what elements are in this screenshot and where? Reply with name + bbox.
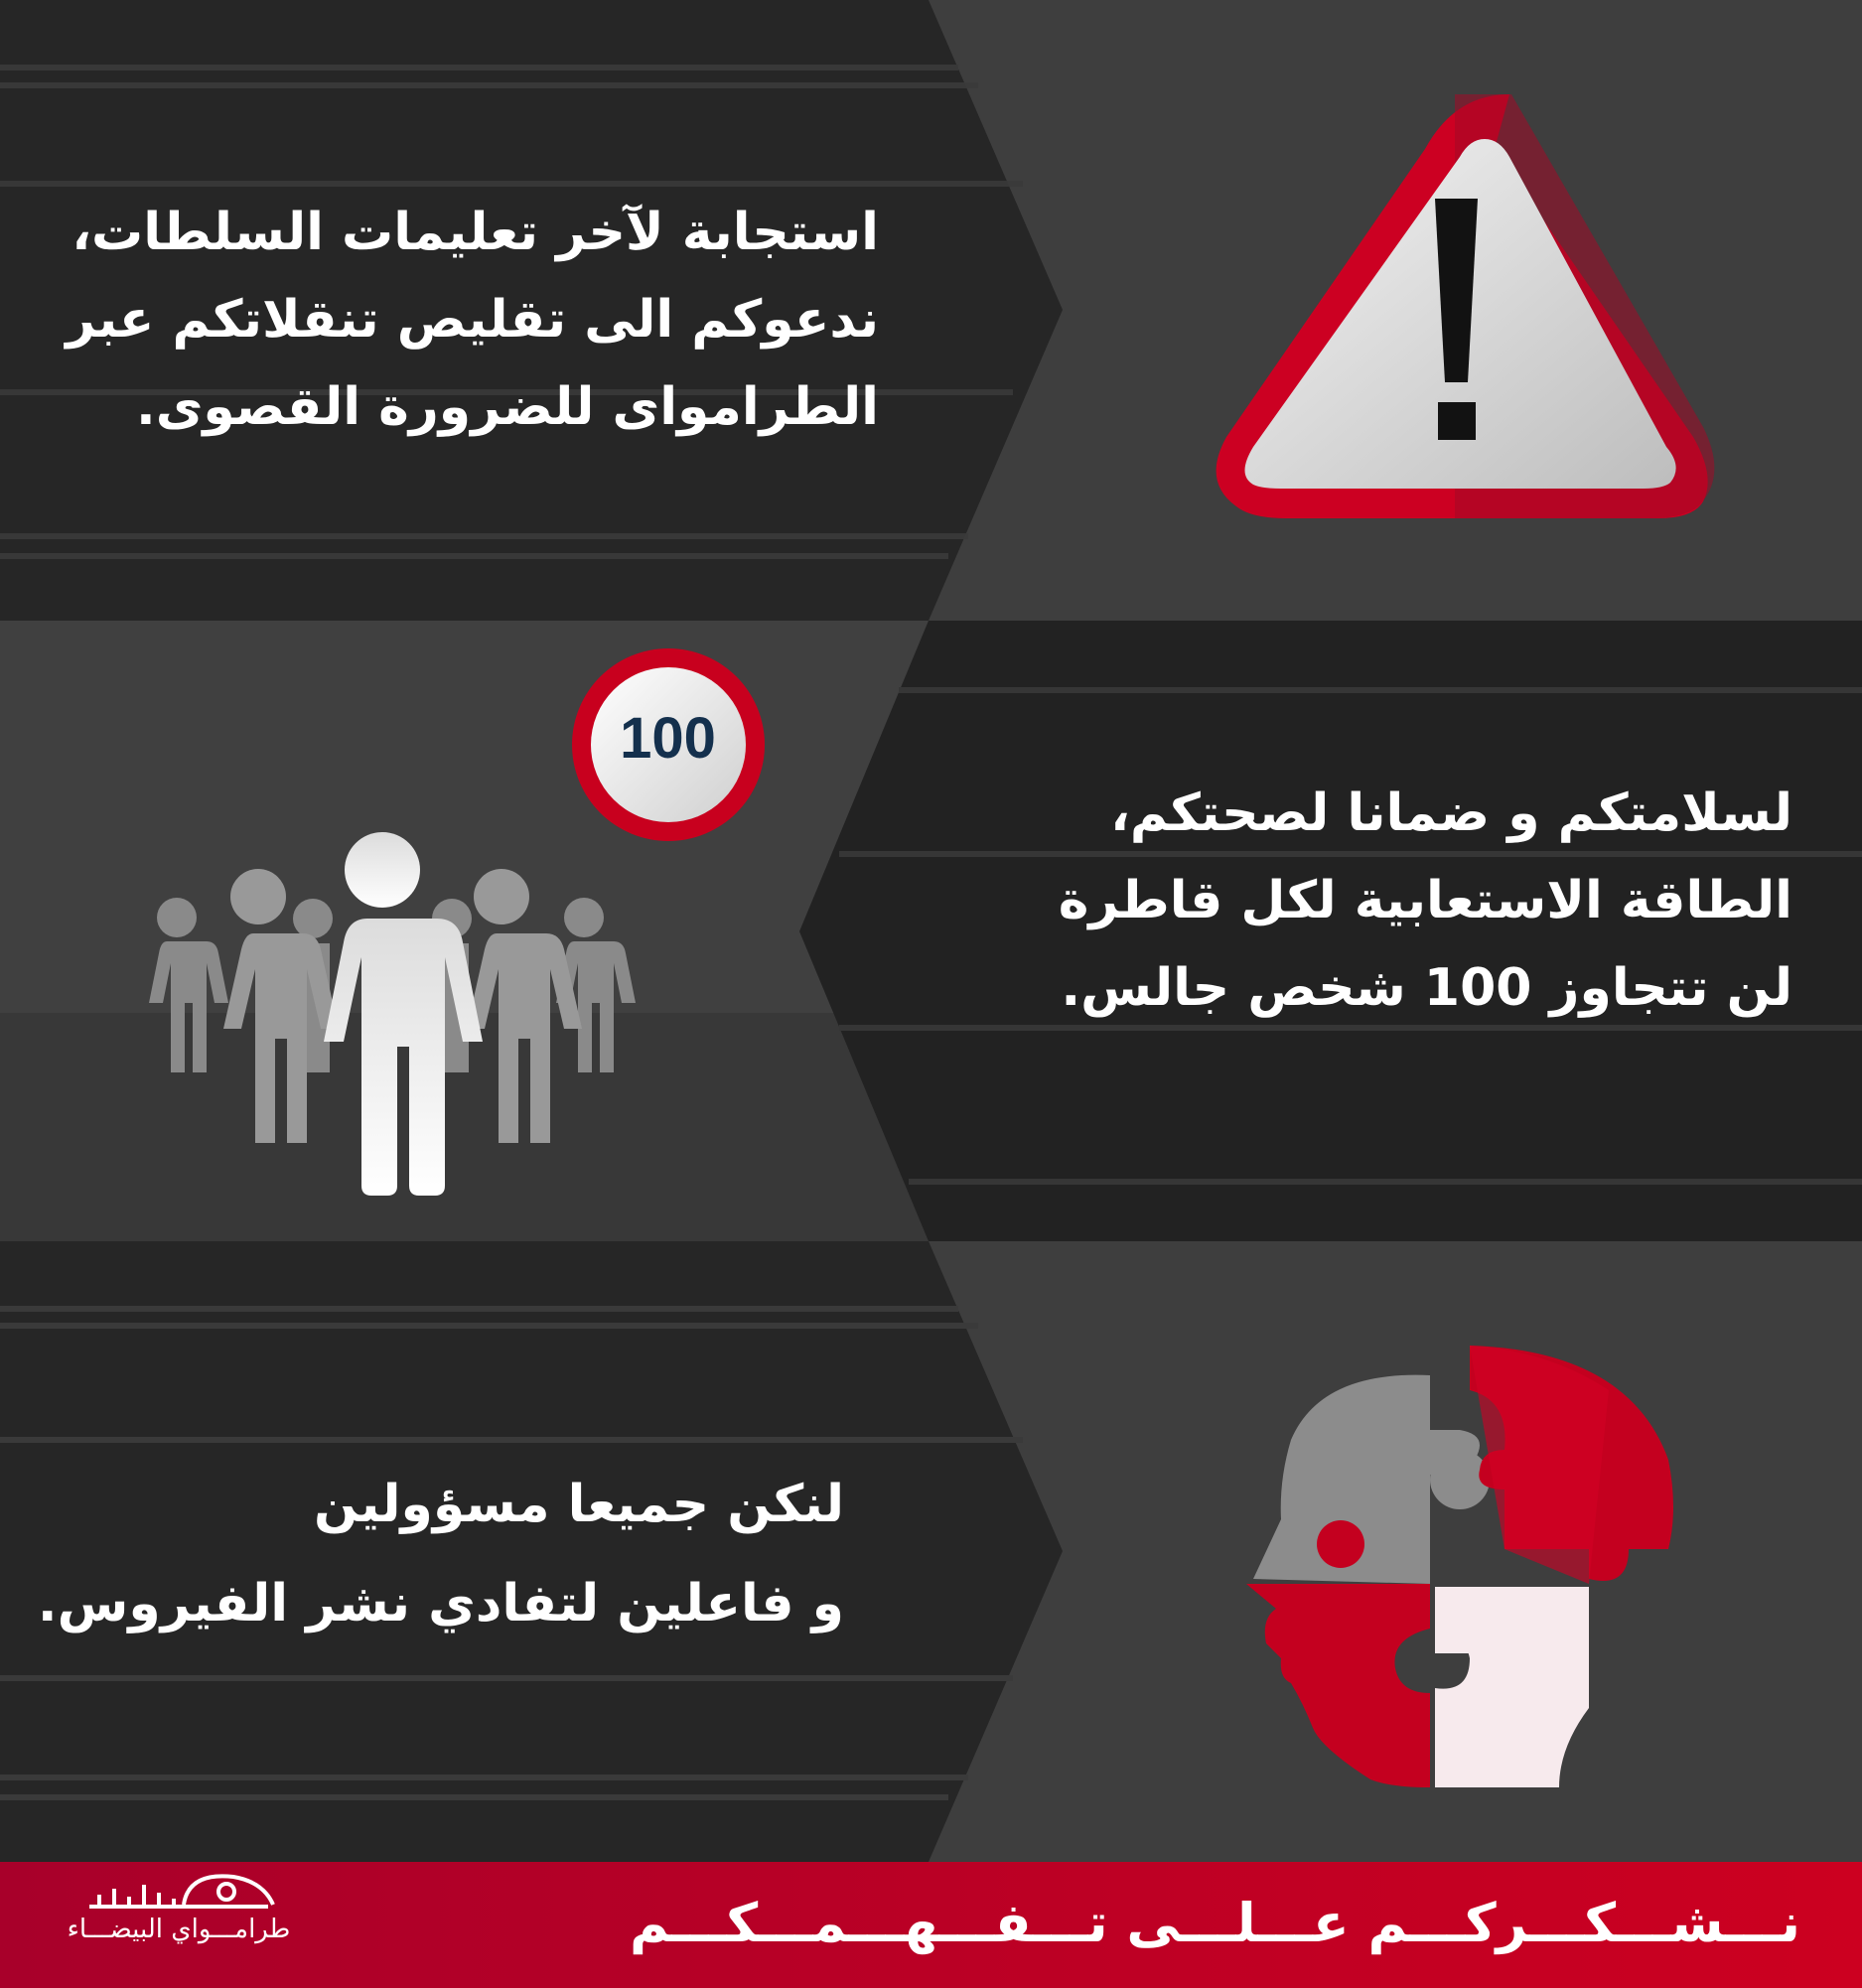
speed-badge-number: 100 <box>620 706 716 771</box>
section1-line-1: استجابة لآخر تعليمات السلطات، <box>72 203 879 262</box>
section2-line-3: لن تتجاوز 100 شخص جالس. <box>1061 958 1792 1018</box>
section3-line-1: لنكن جميعا مسؤولين <box>313 1475 844 1534</box>
section3-text <box>38 1455 844 1653</box>
section1-line-3: الطراموای للضرورة القصوى. <box>136 377 879 437</box>
section1-text <box>66 189 879 451</box>
section2-line-1: لسلامتكم و ضمانا لصحتكم، <box>1110 783 1792 843</box>
section2-line-2: الطاقة الاستعابية لكل قاطرة <box>1058 871 1792 930</box>
section3-line-2: و فاعلين لتفادي نشر الفيروس. <box>37 1574 844 1633</box>
section2-text <box>1059 770 1792 1032</box>
section1-line-2: ندعوكم الى تقليص تنقلاتكم عبر <box>66 290 879 350</box>
logo-text: طرامـــواي البيضـــاء <box>67 1915 291 1944</box>
footer-thanks: نـــشـــكـــركـــم عـــلـــى تـــفـــهـــمـــكـــم <box>630 1892 1800 1954</box>
